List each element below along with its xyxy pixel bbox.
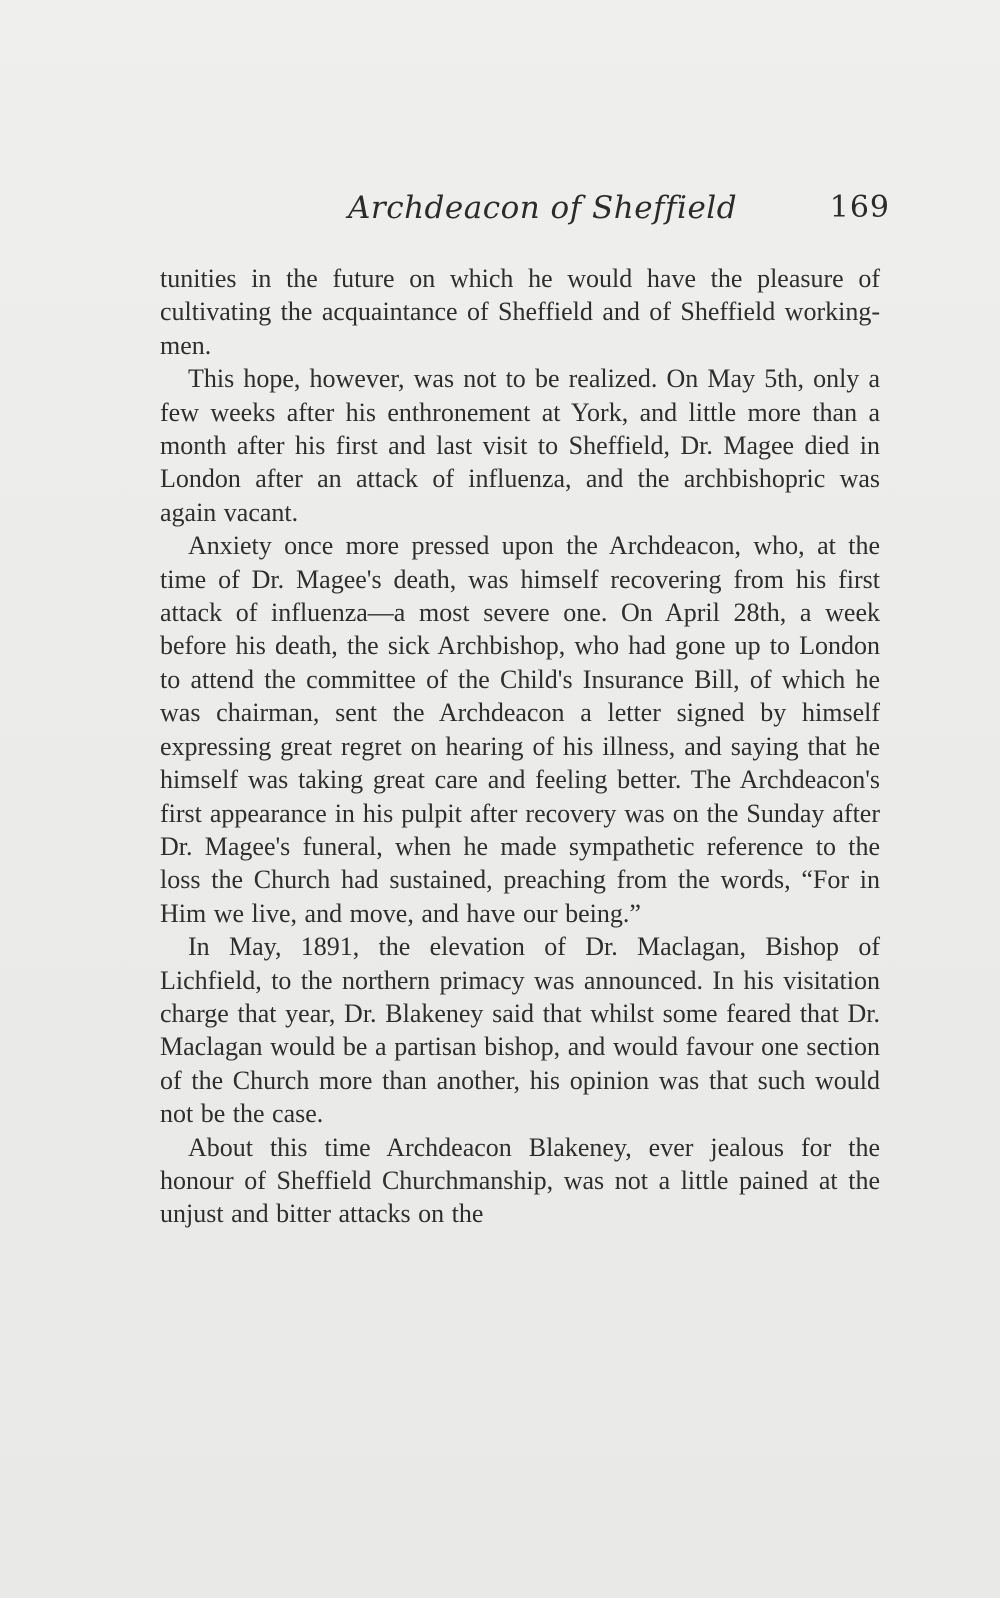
paragraph-3: Anxiety once more pressed upon the Archdeacon, who, at the time of Dr. Magee's death, was himself recovering from his first attack of influenza—a most severe one. On April 28th, a week before his death, the sick Archbishop, who had gone up to London to attend the committee of the Child's Insurance Bill, of which he was chairman, sent the Archdeacon a letter signed by himself expressing great regret on hearing of his illness, and saying that he himself was taking great care and feeling better. The Archdeacon's first appearance in his pulpit after recovery was on the Sunday after Dr. Magee's funeral, when he made sympathetic reference to the loss the Church had sustained, preaching from the words, “For in Him we live, and move, and have our being.” xyxy=(160,531,880,928)
paragraph-4: In May, 1891, the elevation of Dr. Maclagan, Bishop of Lichfield, to the northern primacy was announced. In his visitation charge that year, Dr. Blakeney said that whilst some feared that Dr. Maclagan would be a partisan bishop, and would favour one section of the Church more than another, his opinion was that such would not be the case. xyxy=(160,932,880,1129)
page-header xyxy=(160,190,890,240)
body-text xyxy=(160,262,880,1231)
paragraph-5: About this time Archdeacon Blakeney, ever jealous for the honour of Sheffield Churchmanship, was not a little pained at the unjust and bitter attacks on the xyxy=(160,1132,880,1229)
page-number: 169 xyxy=(829,190,890,225)
running-title: Archdeacon of Sheffield xyxy=(348,190,738,226)
paragraph-1: tunities in the future on which he would have the pleasure of cultivating the acquaintance of Sheffield and of Sheffield working-men. xyxy=(160,264,880,360)
paragraph-2: This hope, however, was not to be realized. On May 5th, only a few weeks after his enthronement at York, and little more than a month after his first and last visit to Sheffield, Dr. Magee died in London after an attack of influenza, and the archbishopric was again vacant. xyxy=(160,364,880,527)
